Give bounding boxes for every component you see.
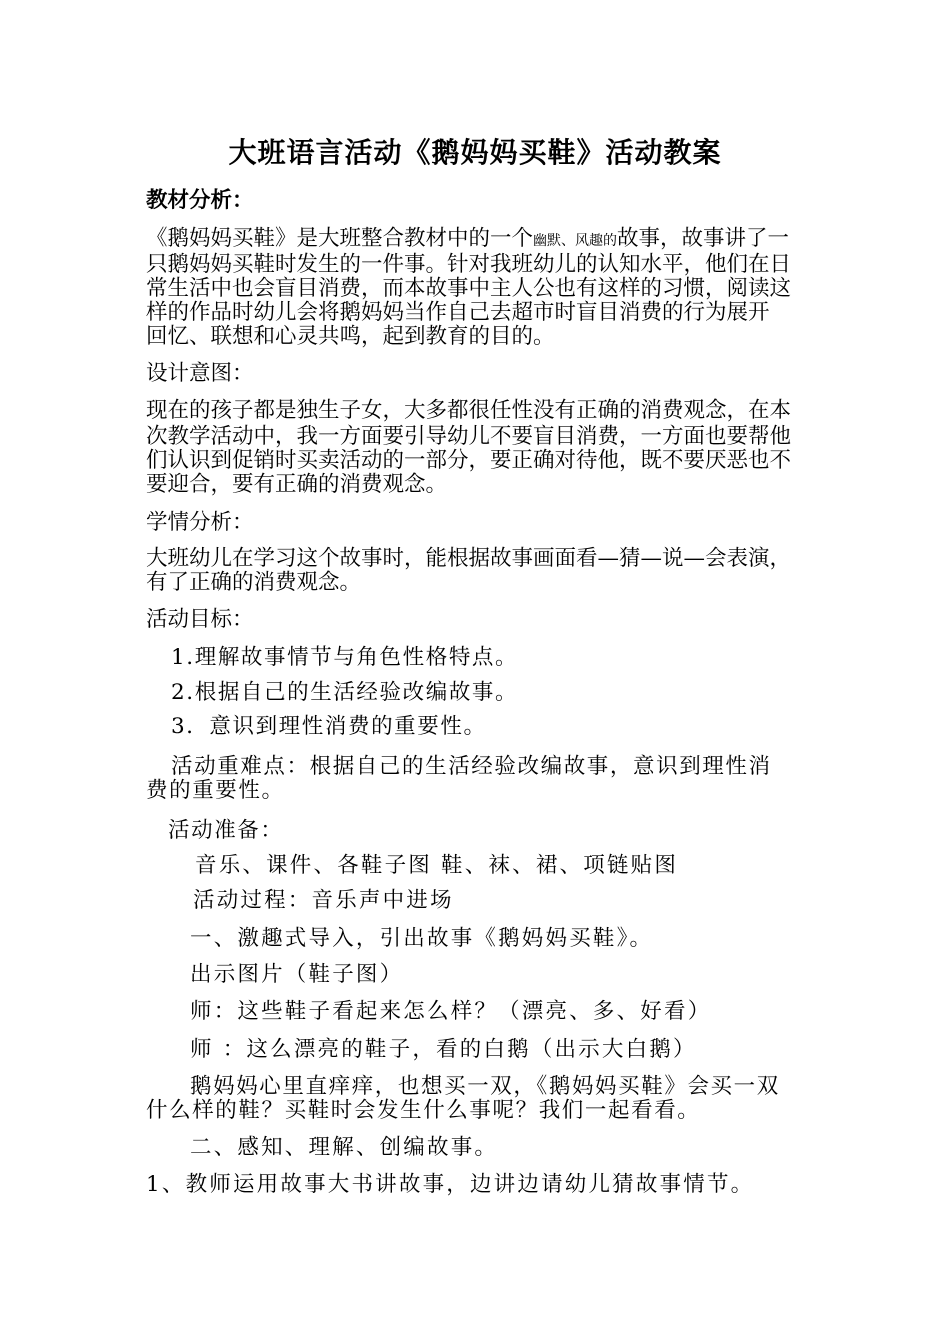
material-line-4: 样的作品时幼儿会将鹅妈妈当作自己去超市时盲目消费的行为展开: [146, 300, 770, 325]
goals-heading: 活动目标：: [146, 607, 254, 632]
material-line-1: [146, 226, 789, 254]
key-points-line-2: 费的重要性。: [146, 778, 285, 803]
show-picture-line: 出示图片（鞋子图）: [190, 962, 404, 987]
teacher-line-2: 师 ：这么漂亮的鞋子，看的白鹅（出示大白鹅）: [190, 1037, 697, 1062]
design-line-2: 次教学活动中，我一方面要引导幼儿不要盲目消费，一方面也要帮他: [146, 424, 792, 449]
step-2-item-1: 1、教师运用故事大书讲故事，边讲边请幼儿猜故事情节。: [146, 1172, 755, 1197]
prep-heading: 活动准备：: [168, 818, 284, 843]
material-text-end: 故事，故事讲了一: [617, 226, 790, 251]
teacher-line-1: 师：这些鞋子看起来怎么样？（漂亮、多、好看）: [190, 999, 712, 1024]
material-line-3: 常生活中也会盲目消费，而本故事中主人公也有这样的习惯，阅读这: [146, 276, 792, 301]
design-heading: 设计意图：: [146, 361, 254, 386]
goal-item-2: 2.根据自己的生活经验改编故事。: [171, 680, 519, 705]
goose-line-2: 什么样的鞋？买鞋时会发生什么事呢？我们一起看看。: [146, 1098, 701, 1123]
learning-line-2: 有了正确的消费观念。: [146, 570, 362, 595]
goose-line-1: 鹅妈妈心里直痒痒，也想买一双，《鹅妈妈买鞋》会买一双: [190, 1074, 780, 1099]
process-line: 活动过程：音乐声中进场: [193, 888, 454, 913]
page-title: 大班语言活动《鹅妈妈买鞋》活动教案: [228, 136, 722, 169]
step-2: 二、感知、理解、创编故事。: [190, 1135, 499, 1160]
step-1: 一、激趣式导入，引出故事《鹅妈妈买鞋》。: [190, 926, 654, 951]
learning-heading: 学情分析：: [146, 510, 254, 535]
material-line-5: 回忆、联想和心灵共鸣，起到教育的目的。: [146, 324, 555, 349]
design-line-3: 们认识到促销时买卖活动的一部分，要正确对待他，既不要厌恶也不: [146, 448, 792, 473]
design-line-4: 要迎合，要有正确的消费观念。: [146, 472, 448, 497]
key-points-line-1: 活动重难点：根据自己的生活经验改编故事，意识到理性消: [171, 754, 772, 779]
prep-content: 音乐、课件、各鞋子图 鞋、袜、裙、项链贴图: [195, 853, 679, 878]
goal-item-1: 1.理解故事情节与角色性格特点。: [171, 645, 519, 670]
material-heading: 教材分析：: [146, 188, 254, 213]
learning-line-1: 大班幼儿在学习这个故事时，能根据故事画面看—猜—说—会表演，: [146, 546, 792, 571]
design-line-1: 现在的孩子都是独生子女，大多都很任性没有正确的消费观念，在本: [146, 398, 792, 423]
material-line-2: 只鹅妈妈买鞋时发生的一件事。针对我班幼儿的认知水平，他们在日: [146, 252, 792, 277]
material-text: 《鹅妈妈买鞋》是大班整合教材中的一个: [146, 226, 534, 251]
goal-item-3: 3．意识到理性消费的重要性。: [171, 714, 487, 739]
material-small-text: 幽默、风趣的: [533, 233, 618, 249]
